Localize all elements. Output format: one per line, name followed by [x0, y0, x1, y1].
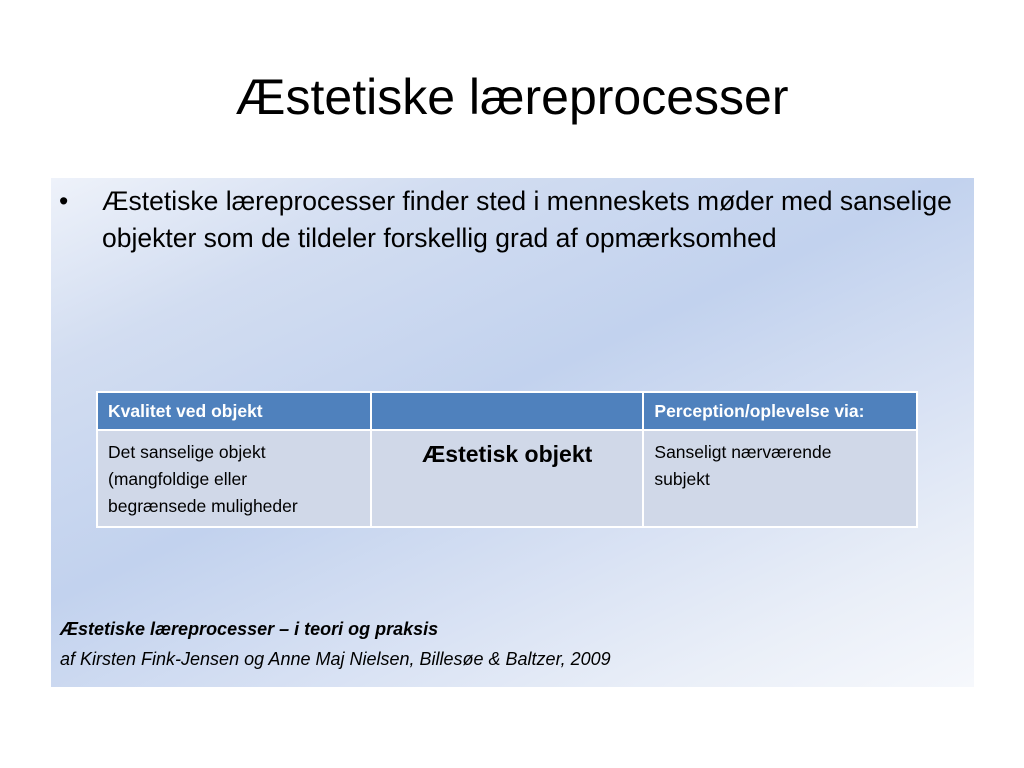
cell-line: (mangfoldige eller [108, 469, 248, 489]
slide-title: Æstetiske læreprocesser [235, 69, 789, 125]
citation-title: Æstetiske læreprocesser – i teori og praksis [60, 619, 439, 639]
table-cell-aesthetic-object: Æstetisk objekt [371, 430, 643, 527]
bullet-text: Æstetiske læreprocesser finder sted i menneskets møder med sanselige objekter som de tildeler forskellig grad af opmærksomhed [102, 186, 952, 253]
cell-line: Sanseligt nærværende [654, 442, 832, 462]
citation-author: af Kirsten Fink-Jensen og Anne Maj Nielsen, Billesøe & Baltzer, 2009 [60, 649, 611, 669]
table-header-perception: Perception/oplevelse via: [643, 392, 917, 430]
bullet-icon: • [59, 186, 69, 216]
table-cell-subject [643, 430, 917, 527]
content-box [51, 178, 974, 687]
table-header-row [97, 392, 917, 430]
citation [60, 614, 611, 674]
info-table [96, 391, 918, 528]
table-header-empty [371, 392, 643, 430]
cell-line: begrænsede muligheder [108, 496, 298, 516]
cell-line: Det sanselige objekt [108, 442, 266, 462]
cell-line: subjekt [654, 469, 710, 489]
table-cell-sensory-object [97, 430, 371, 527]
table-row [97, 430, 917, 527]
table-header-quality: Kvalitet ved objekt [97, 392, 371, 430]
bullet-item [57, 183, 969, 257]
